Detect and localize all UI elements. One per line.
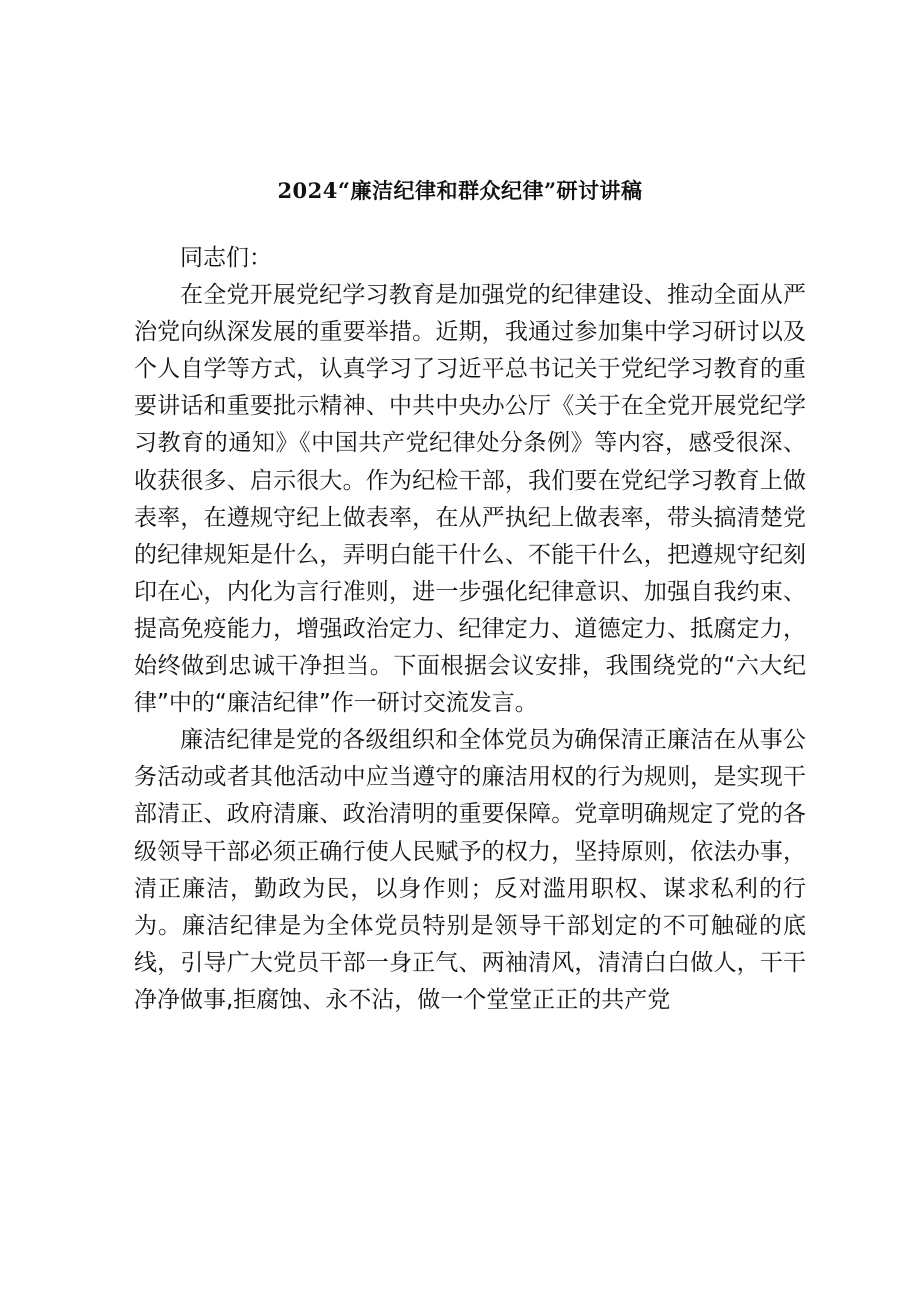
paragraph-1: 在全党开展党纪学习教育是加强党的纪律建设、推动全面从严治党向纵深发展的重要举措。近期，我通过参加集中学习研讨以及个人自学等方式，认真学习了习近平总书记关于党纪学习教育的重要讲话和重要批示精神、中共中央办公厅《关于在全党开展党纪学习教育的通知》《中国共产党纪律处分条例》等内容，感受很深、收获很多、启示很大。作为纪检干部，我们要在党纪学习教育上做表率，在遵规守纪上做表率，在从严执纪上做表率，带头搞清楚党的纪律规矩是什么，弄明白能干什么、不能干什么，把遵规守纪刻印在心，内化为言行准则，进一步强化纪律意识、加强自我约束、提高免疫能力，增强政治定力、纪律定力、道德定力、抵腐定力，始终做到忠诚干净担当。下面根据会议安排，我围绕党的“六大纪律”中的“廉洁纪律”作一研讨交流发言。 <box>134 282 806 717</box>
greeting-line: 同志们： <box>180 245 272 271</box>
paragraph-2: 廉洁纪律是党的各级组织和全体党员为确保清正廉洁在从事公务活动或者其他活动中应当遵守的廉洁用权的行为规则，是实现干部清正、政府清廉、政治清明的重要保障。党章明确规定了党的各级领导干部必须正确行使人民赋予的权力，坚持原则，依法办事，清正廉洁，勤政为民，以身作则；反对滥用职权、谋求私利的行为。廉洁纪律是为全体党员特别是领导干部划定的不可触碰的底线，引导广大党员干部一身正气、两袖清风，清清白白做人，干干净净做事,拒腐蚀、永不沾，做一个堂堂正正的共产党 <box>134 727 806 1013</box>
document-body <box>134 240 806 1019</box>
document-title: 2024“廉洁纪律和群众纪律”研讨讲稿 <box>277 178 643 203</box>
